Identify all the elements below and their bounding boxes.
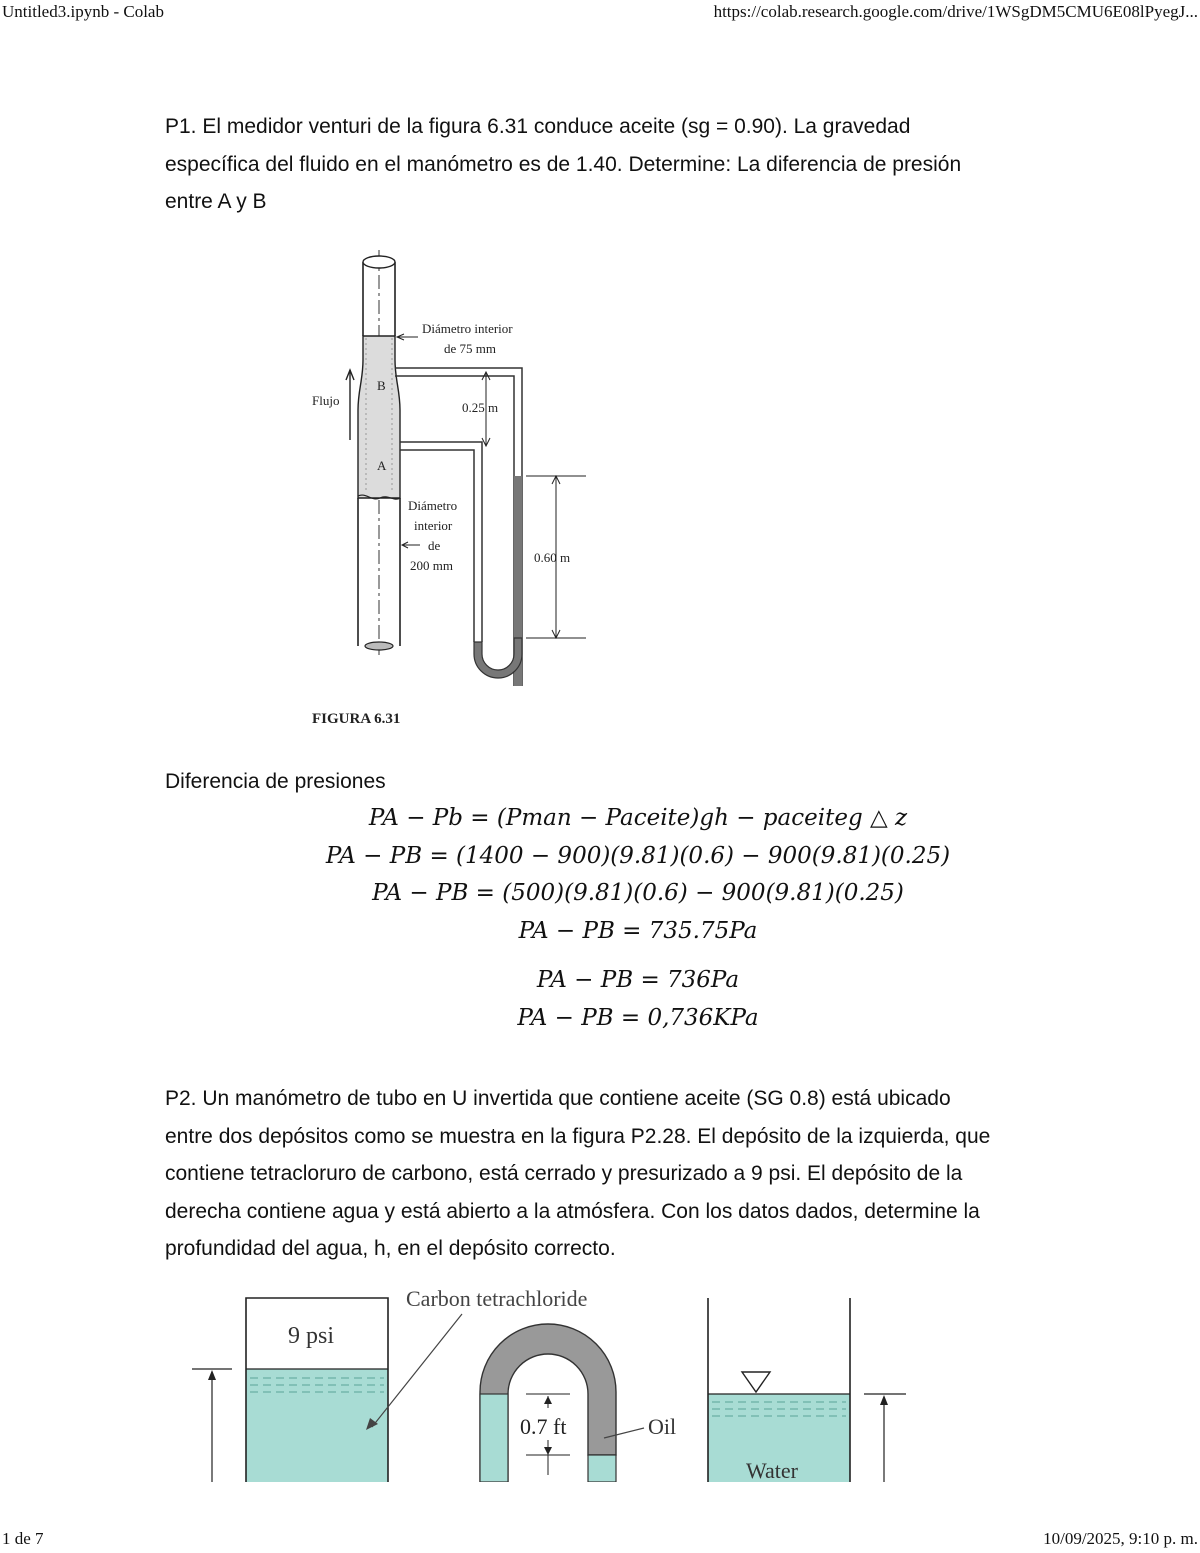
pipe-top-end xyxy=(363,256,395,268)
manometer-lower-tube xyxy=(400,442,482,642)
solution-equations xyxy=(300,800,976,1037)
problem-2-line: contiene tetracloruro de carbono, está cerrado y presurizado a 9 psi. El depósito de la xyxy=(165,1162,963,1185)
page-url[interactable]: https://colab.research.google.com/drive/1WSgDM5CMU6E08lPyegJ... xyxy=(713,2,1198,21)
equation-line: PA − PB = (500)(9.81)(0.6) − 900(9.81)(0.25) xyxy=(372,880,904,906)
oil-label: Oil xyxy=(648,1414,677,1439)
diam-top-label: Diámetro interior xyxy=(422,321,513,336)
u-tube-left-liquid xyxy=(480,1394,508,1482)
equation-line: PA − PB = 735.75Pa xyxy=(518,917,758,944)
right-dim-arrow xyxy=(880,1395,888,1405)
flow-label: Flujo xyxy=(312,393,340,408)
equation-line: PA − PB = 736Pa xyxy=(536,967,740,993)
u-tube-right-liquid xyxy=(588,1455,616,1482)
diam-bottom-label-3: de xyxy=(428,538,441,553)
free-surface-triangle-icon xyxy=(742,1372,770,1392)
water-label: Water xyxy=(746,1458,798,1482)
diam-bottom-arrow xyxy=(402,542,420,548)
browser-page-title: Untitled3.ipynb - Colab xyxy=(2,2,164,21)
problem-2-line: derecha contiene agua y está abierto a la atmósfera. Con los datos dados, determine la xyxy=(165,1199,980,1223)
problem-2-line: profundidad del agua, h, en el depósito correcto. xyxy=(165,1237,616,1260)
diam-bottom-label-2: interior xyxy=(414,518,453,533)
figure-caption: FIGURA 6.31 xyxy=(312,711,401,727)
point-b-label: B xyxy=(377,378,386,393)
problem-2-text xyxy=(165,1080,1125,1268)
equation-line: PA − PB = 0,736KPa xyxy=(517,1004,759,1031)
problem-2-line: P2. Un manómetro de tubo en U invertida que contiene aceite (SG 0.8) está ubicado xyxy=(165,1087,951,1110)
equation-line: PA − Pb = (Pman − Paceite)gh − paceiteg △ z xyxy=(368,805,908,831)
pressure-label: 9 psi xyxy=(288,1323,335,1349)
solution-label: Diferencia de presiones xyxy=(165,770,386,793)
problem-2-line: entre dos depósitos como se muestra en la figura P2.28. El depósito de la izquierda, que xyxy=(165,1124,991,1148)
diam-bottom-label-1: Diámetro xyxy=(408,498,458,513)
point-a-label: A xyxy=(377,458,387,473)
problem-1-text xyxy=(165,108,1125,221)
diam-bottom-value: 200 mm xyxy=(410,558,453,573)
distance-label: 0.7 ft xyxy=(520,1414,567,1439)
venturi-shaded-section xyxy=(358,336,400,498)
page-number: 1 de 7 xyxy=(2,1529,44,1548)
dist-060-label: 0.60 m xyxy=(534,550,571,565)
diam-top-value: de 75 mm xyxy=(444,341,496,356)
problem-1-line: entre A y B xyxy=(165,190,267,213)
print-datetime: 10/09/2025, 9:10 p. m. xyxy=(1043,1529,1198,1548)
left-tank-liquid xyxy=(246,1369,388,1482)
problem-1-line: específica del fluido en el manómetro es de 1.40. Determine: La diferencia de presión xyxy=(165,152,962,176)
problem-1-line: P1. El medidor venturi de la figura 6.31 conduce aceite (sg = 0.90). La gravedad xyxy=(165,115,911,138)
left-dim-arrow xyxy=(208,1370,216,1380)
dist-025-label: 0.25 m xyxy=(462,400,499,415)
equation-line: PA − PB = (1400 − 900)(9.81)(0.6) − 900(9.81)(0.25) xyxy=(325,842,951,869)
pipe-top-walls xyxy=(363,262,395,336)
figure-6-31-venturi-diagram xyxy=(300,250,600,740)
pipe-bottom-end xyxy=(365,642,393,650)
figure-p2-28-diagram xyxy=(180,1280,920,1482)
ccl4-label: Carbon tetrachloride xyxy=(406,1286,588,1311)
